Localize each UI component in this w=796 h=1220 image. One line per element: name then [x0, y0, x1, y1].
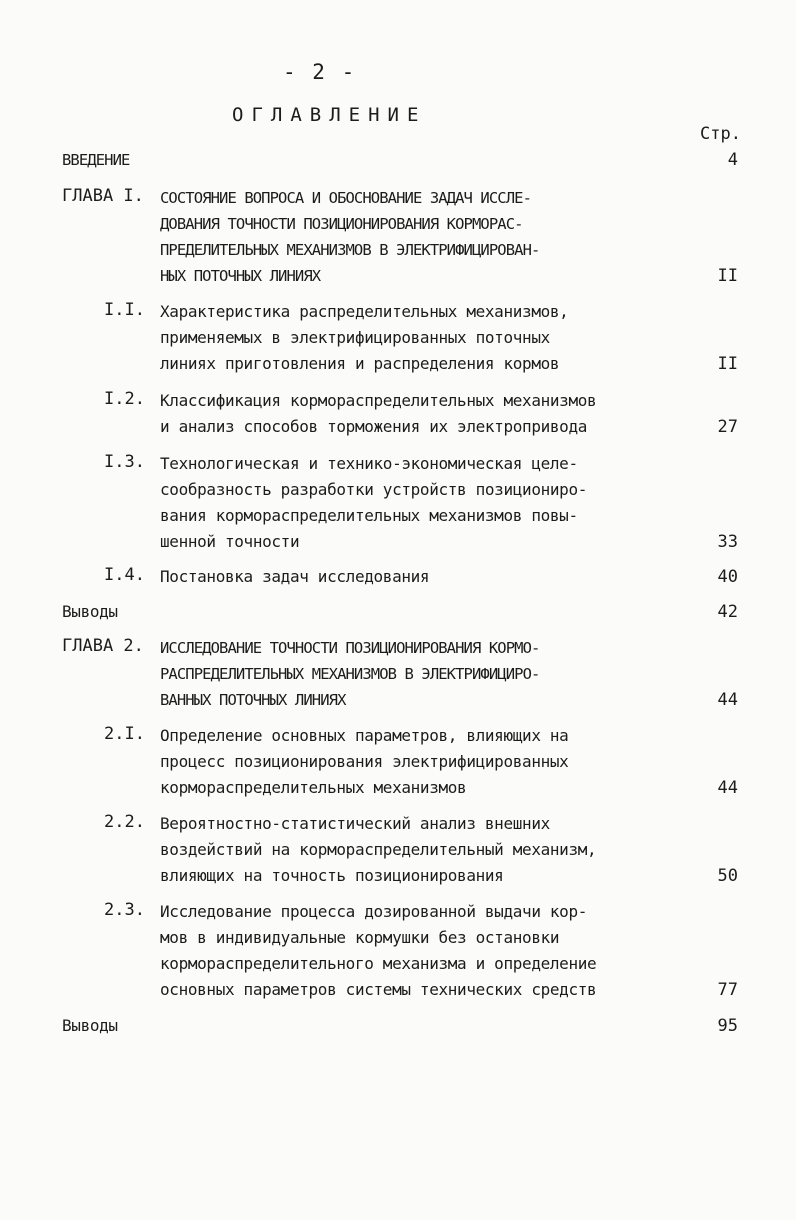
- toc-entry-line: РАСПРЕДЕЛИТЕЛЬНЫХ МЕХАНИЗМОВ В ЭЛЕКТРИФИЦИРО-: [160, 665, 540, 683]
- toc-entry-line: воздействий на кормораспределительный механизм,: [160, 840, 597, 859]
- toc-entry-line: НЫХ ПОТОЧНЫХ ЛИНИЯХ: [160, 267, 321, 285]
- toc-entry-page: 50: [717, 866, 738, 886]
- toc-entry-page: 95: [717, 1016, 738, 1036]
- toc-entry-line: мов в индивидуальные кормушки без остановки: [160, 928, 560, 947]
- toc-entry-number: I.3.: [104, 452, 145, 472]
- toc-entry-page: 77: [717, 980, 738, 1000]
- toc-entry-line: Вероятностно-статистический анализ внешних: [160, 814, 550, 833]
- toc-entry-number: I.4.: [104, 565, 145, 585]
- toc-entry-line: Постановка задач исследования: [160, 567, 430, 586]
- toc-entry-title: Выводы: [62, 1016, 118, 1035]
- toc-entry-line: ПРЕДЕЛИТЕЛЬНЫХ МЕХАНИЗМОВ В ЭЛЕКТРИФИЦИРОВАН-: [160, 241, 540, 259]
- toc-entry-line: влияющих на точность позиционирования: [160, 866, 504, 885]
- toc-entry-line: основных параметров системы технических средств: [160, 980, 597, 999]
- toc-entry-line: линиях приготовления и распределения кормов: [160, 354, 560, 373]
- toc-entry-number: I.2.: [104, 389, 145, 409]
- toc-entry-line: Классификация кормораспределительных механизмов: [160, 391, 597, 410]
- toc-entry-number: ГЛАВА I.: [62, 186, 144, 206]
- toc-entry-number: 2.3.: [104, 900, 145, 920]
- toc-entry-page: 27: [717, 417, 738, 437]
- toc-entry-line: процесс позиционирования электрифицированных: [160, 752, 569, 771]
- toc-entry-page: 40: [717, 567, 738, 587]
- toc-entry-line: и анализ способов торможения их электропривода: [160, 417, 588, 436]
- toc-entry-page: 44: [717, 778, 738, 798]
- toc-entry-number: 2.2.: [104, 812, 145, 832]
- toc-entry-page: 33: [717, 532, 738, 552]
- toc-entry-line: Технологическая и технико-экономическая целе-: [160, 454, 578, 473]
- page-number: - 2 -: [283, 60, 357, 84]
- toc-entry-line: ДОВАНИЯ ТОЧНОСТИ ПОЗИЦИОНИРОВАНИЯ КОРМОРАС-: [160, 215, 523, 233]
- toc-entry-number: 2.I.: [104, 724, 145, 744]
- toc-entry-line: Определение основных параметров, влияющих на: [160, 726, 569, 745]
- toc-entry-line: Характеристика распределительных механизмов,: [160, 302, 569, 321]
- toc-entry-line: СОСТОЯНИЕ ВОПРОСА И ОБОСНОВАНИЕ ЗАДАЧ ИССЛЕ-: [160, 189, 531, 207]
- toc-entry-page: 4: [727, 150, 738, 170]
- toc-entry-number: ГЛАВА 2.: [62, 636, 144, 656]
- toc-entry-title: Выводы: [62, 602, 118, 621]
- toc-entry-page: 42: [717, 602, 738, 622]
- toc-entry-line: применяемых в электрифицированных поточных: [160, 328, 550, 347]
- toc-entry-title: ВВЕДЕНИЕ: [62, 151, 130, 169]
- toc-entry-page: II: [717, 266, 738, 286]
- toc-entry-line: кормораспределительных механизмов: [160, 778, 467, 797]
- toc-entry-line: ВАННЫХ ПОТОЧНЫХ ЛИНИЯХ: [160, 691, 346, 709]
- page-title: ОГЛАВЛЕНИЕ: [232, 104, 427, 126]
- toc-entry-page: 44: [717, 690, 738, 710]
- toc-entry-line: шенной точности: [160, 532, 300, 551]
- toc-entry-number: I.I.: [104, 300, 145, 320]
- toc-entry-page: II: [717, 354, 738, 374]
- toc-entry-line: Исследование процесса дозированной выдачи кор-: [160, 902, 588, 921]
- toc-entry-line: кормораспределительного механизма и определение: [160, 954, 597, 973]
- page-column-label: Стр.: [700, 124, 741, 144]
- toc-entry-line: ИССЛЕДОВАНИЕ ТОЧНОСТИ ПОЗИЦИОНИРОВАНИЯ КОРМО-: [160, 639, 540, 657]
- toc-entry-line: сообразность разработки устройств позициониро-: [160, 480, 588, 499]
- toc-entry-line: вания кормораспределительных механизмов повы-: [160, 506, 578, 525]
